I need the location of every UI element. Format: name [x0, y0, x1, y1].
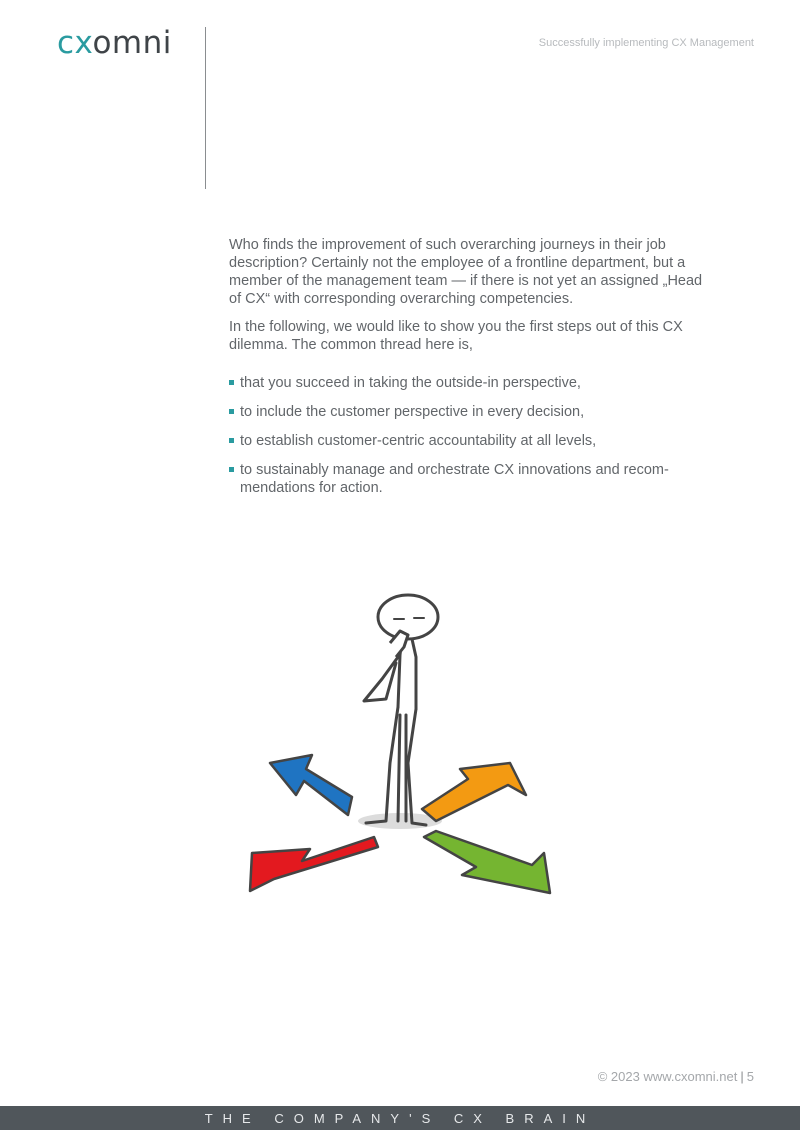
list-item-text: that you succeed in taking the outside-in perspective, [240, 375, 581, 391]
list-item [229, 432, 709, 450]
list-item [229, 374, 709, 392]
thinking-figure-illustration [240, 585, 560, 905]
thinking-figure-icon [240, 585, 560, 905]
list-item-text: to include the customer perspective in every decision, [240, 404, 585, 420]
bullet-icon [229, 467, 234, 472]
list-item-text: to sustainably manage and orchestrate CX innovations and recom-mendations for action. [240, 462, 669, 496]
paragraph-2: In the following, we would like to show you the first steps out of this CX dilemma. The common thread here is, [229, 319, 683, 353]
bullet-icon [229, 438, 234, 443]
logo-omni: omni [92, 25, 172, 61]
tagline-bar [0, 1106, 800, 1130]
logo-cx: cx [57, 25, 93, 61]
copyright-text: © 2023 www.cxomni.net [597, 1069, 738, 1084]
bullet-icon [229, 380, 234, 385]
bullet-list [229, 374, 709, 497]
list-item [229, 403, 709, 421]
list-item [229, 461, 709, 497]
paragraph-1: Who finds the improvement of such overarching journeys in their job description? Certainly not the employee of a frontline department, but a member of the management team — if there is not yet an assigned „Head of CX“ with corresponding overarching competencies. [229, 237, 703, 307]
company-logo [57, 25, 172, 61]
list-item-text: to establish customer-centric accountability at all levels, [240, 433, 597, 449]
footer-copyright [598, 1069, 754, 1084]
header-divider [205, 27, 206, 189]
tagline-text: THE COMPANY'S CX BRAIN [204, 1110, 596, 1126]
bullet-icon [229, 409, 234, 414]
page-number: 5 [746, 1069, 754, 1084]
footer-separator: | [740, 1069, 744, 1084]
document-title: Successfully implementing CX Management [538, 37, 754, 49]
main-content [229, 236, 709, 508]
